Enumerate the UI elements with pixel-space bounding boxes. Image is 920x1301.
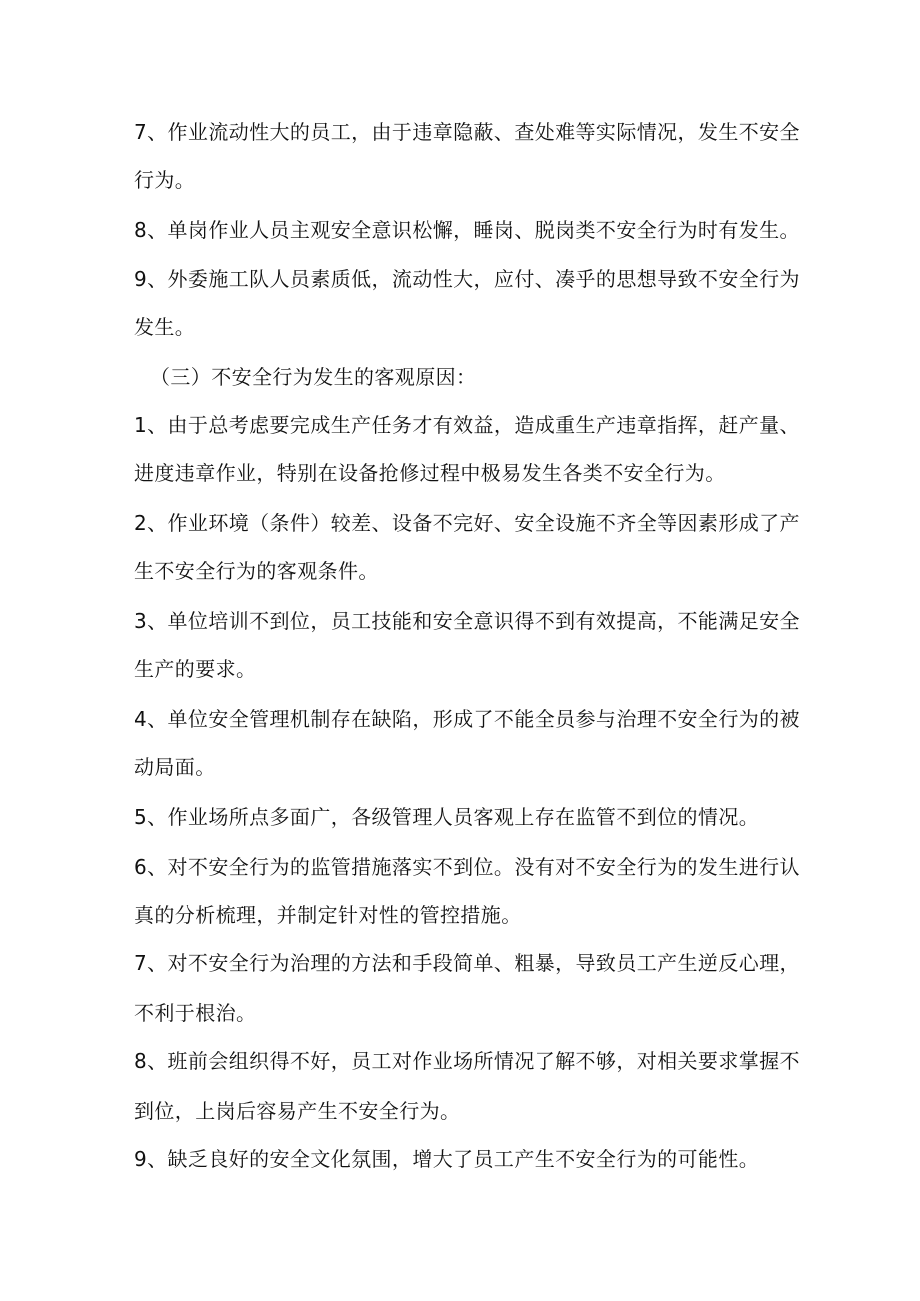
text-line: 发生。 bbox=[134, 315, 196, 339]
text-line: 进度违章作业，特别在设备抢修过程中极易发生各类不安全行为。 bbox=[134, 461, 726, 485]
text-line: 真的分析梳理，并制定针对性的管控措施。 bbox=[134, 903, 522, 927]
text-line: 行为。 bbox=[134, 168, 196, 192]
text-line: 到位，上岗后容易产生不安全行为。 bbox=[134, 1099, 461, 1123]
text-line: 1、由于总考虑要完成生产任务才有效益，造成重生产违章指挥，赶产量、 bbox=[134, 413, 800, 437]
text-line: 生不安全行为的客观条件。 bbox=[134, 559, 379, 583]
text-line: 生产的要求。 bbox=[134, 657, 257, 681]
text-line: 4、单位安全管理机制存在缺陷，形成了不能全员参与治理不安全行为的被 bbox=[134, 707, 800, 731]
text-line: 8、单岗作业人员主观安全意识松懈，睡岗、脱岗类不安全行为时有发生。 bbox=[134, 218, 800, 242]
text-line: 7、对不安全行为治理的方法和手段简单、粗暴，导致员工产生逆反心理， bbox=[134, 951, 800, 975]
text-line: 3、单位培训不到位，员工技能和安全意识得不到有效提高，不能满足安全 bbox=[134, 609, 800, 633]
section-heading: （三）不安全行为发生的客观原因： bbox=[150, 365, 477, 389]
text-line: 5、作业场所点多面广，各级管理人员客观上存在监管不到位的情况。 bbox=[134, 805, 760, 829]
text-line: 6、对不安全行为的监管措施落实不到位。没有对不安全行为的发生进行认 bbox=[134, 855, 800, 879]
text-line: 9、外委施工队人员素质低，流动性大，应付、凑乎的思想导致不安全行为 bbox=[134, 267, 800, 291]
text-line: 9、缺乏良好的安全文化氛围，增大了员工产生不安全行为的可能性。 bbox=[134, 1147, 760, 1171]
text-line: 7、作业流动性大的员工，由于违章隐蔽、查处难等实际情况，发生不安全 bbox=[134, 120, 800, 144]
text-line: 动局面。 bbox=[134, 755, 216, 779]
text-line: 不利于根治。 bbox=[134, 1001, 257, 1025]
text-line: 2、作业环境（条件）较差、设备不完好、安全设施不齐全等因素形成了产 bbox=[134, 511, 800, 535]
text-line: 8、班前会组织得不好，员工对作业场所情况了解不够，对相关要求掌握不 bbox=[134, 1049, 800, 1073]
